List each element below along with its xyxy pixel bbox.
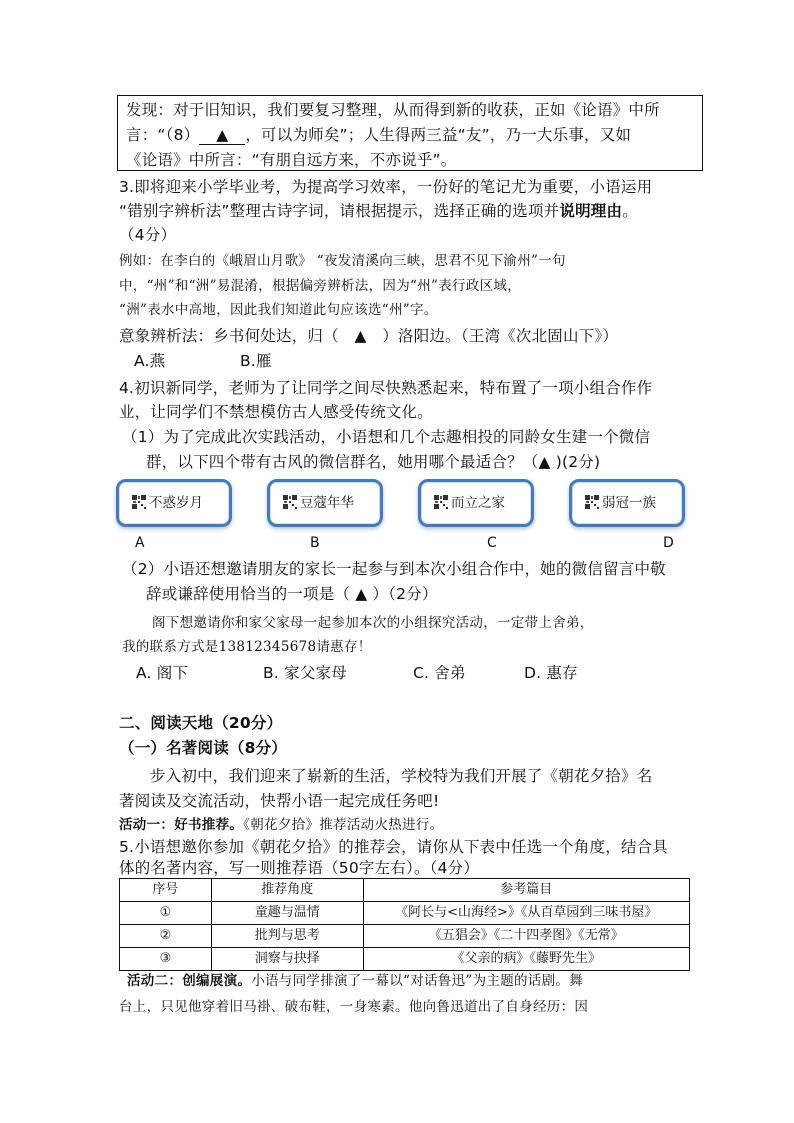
q4-sub2-line-2: 辞或谦辞使用恰当的一项是（ ▲ ）（2分） [146,585,438,603]
q4-option-c[interactable]: C. 舍弟 [413,664,466,682]
box-line-2-end: ，可以为师矣”；人生得两三益“友”，乃一大乐事，又如 [245,126,632,144]
recommendation-table [119,878,690,971]
group-letter-c: C [487,535,497,551]
table-header: 推荐角度 [211,879,363,902]
q3-emphasis: 说明理由 [559,202,623,220]
q4-message-1: 阁下想邀请你和家父家母一起参加本次的小组探究活动，一定带上舍弟， [152,615,594,631]
group-card-c[interactable] [418,479,534,527]
q4-option-b[interactable]: B. 家父家母 [263,664,347,682]
qr-code-icon [132,495,146,509]
group-letter-b: B [310,535,320,551]
table-header: 参考篇目 [363,879,689,902]
qr-code-icon [283,495,297,509]
table-cell: ③ [120,948,212,971]
group-name-d: 弱冠一族 [602,495,656,511]
q4-option-d[interactable]: D. 惠存 [524,664,578,682]
q3-line-2-text: “错别字辨析法”整理古诗字词，请根据提示，选择正确的选项并 [119,202,560,220]
group-letter-d: D [663,535,674,551]
q3-option-b[interactable]: B.雁 [240,352,272,370]
table-cell: 批判与思考 [211,925,363,948]
answer-blank[interactable]: ▲ [199,126,245,145]
box-line-2-start: 言：“（8） [126,126,200,144]
qr-code-icon [585,495,599,509]
table-row [120,925,690,948]
section-2-title: 二、阅读天地（20分） [119,714,283,732]
table-cell: 《五猖会》《二十四孝图》《无常》 [363,925,689,948]
section-2-intro-1: 步入初中，我们迎来了崭新的生活，学校特为我们开展了《朝花夕拾》名 [150,767,653,785]
activity-2 [127,970,583,992]
group-name-c: 而立之家 [451,495,505,511]
table-header-row [120,879,690,902]
q4-line-1: 4.初识新同学，老师为了让同学之间尽快熟悉起来，特布置了一项小组合作作 [119,379,653,397]
q3-example-1: 例如：在李白的《峨眉山月歌》 “夜发清溪向三峡，思君不见下渝州”一句 [119,253,566,269]
q3-score: （4分） [119,226,177,244]
table-row [120,948,690,971]
q5-line-1: 5.小语想邀你参加《朝花夕拾》的推荐会，请你从下表中任选一个角度，结合具 [119,838,668,856]
q4-sub1-line-1: （1）为了完成此次实践活动，小语想和几个志趣相投的同龄女生建一个微信 [122,428,651,446]
activity-2-line-2: 台上，只见他穿着旧马褂、破布鞋，一身寒素。他向鲁迅道出了自身经历：因 [119,999,589,1015]
group-card-d[interactable] [569,479,685,527]
box-line-1: 发现：对于旧知识，我们要复习整理，从而得到新的收获，正如《论语》中所 [126,101,660,119]
q3-example-3: “洲”表水中高地，因此我们知道此句应该选“州”字。 [119,302,438,318]
q4-message-2: 我的联系方式是13812345678请惠存！ [122,639,372,655]
q4-line-2: 业，让同学们不禁想模仿古人感受传统文化。 [119,403,434,421]
group-letter-a: A [135,535,145,551]
table-cell: 《阿长与<山海经>》《从百草园到三味书屋》 [363,902,689,925]
group-name-b: 豆蔻年华 [300,495,354,511]
q4-sub1-line-2: 群，以下四个带有古风的微信群名，她用哪个最适合？（▲ )(2分) [146,453,601,471]
table-cell: 童趣与温情 [211,902,363,925]
group-card-a[interactable] [116,479,232,527]
box-line-2 [126,124,631,146]
table-cell: ① [120,902,212,925]
box-line-3: 《论语》中所言：“有朋自远方来，不亦说乎”。 [126,151,457,169]
activity-2-label: 活动二：创编展演。 [127,973,252,989]
q5-line-2: 体的名著内容，写一则推荐语（50字左右）。（4分） [119,859,480,877]
table-cell: 《父亲的病》《藤野先生》 [363,948,689,971]
section-2-subtitle: （一）名著阅读（8分） [119,739,287,757]
table-cell: ② [120,925,212,948]
group-name-a: 不惑岁月 [149,495,203,511]
q3-question: 意象辨析法：乡书何处达，归（ ▲ ）洛阳边。（王湾《次北固山下》） [119,327,619,345]
qr-code-icon [434,495,448,509]
section-2-intro-2: 著阅读及交流活动，快帮小语一起完成任务吧! [119,792,440,810]
group-card-b[interactable] [267,479,383,527]
q3-line-1: 3.即将迎来小学毕业考，为提高学习效率，一份好的笔记尤为重要，小语运用 [119,178,653,196]
q3-line-2 [119,200,638,222]
q4-sub2-line-1: （2）小语还想邀请朋友的家长一起参与到本次小组合作中，她的微信留言中敬 [122,560,666,578]
table-row [120,902,690,925]
activity-2-text: 小语与同学排演了一幕以“对话鲁迅”为主题的话剧。舞 [251,973,584,989]
activity-1-label: 活动一：好书推荐。 [119,817,244,833]
table-cell: 洞察与抉择 [211,948,363,971]
table-header: 序号 [120,879,212,902]
q3-example-2: 中，“州”和“洲”易混淆，根据偏旁辨析法，因为“州”表行政区域， [119,278,522,294]
activity-1 [119,814,443,836]
q3-line-2-end: 。 [622,202,638,220]
q4-option-a[interactable]: A. 阁下 [136,664,189,682]
activity-1-text: 《朝花夕拾》推荐活动火热进行。 [243,817,444,833]
q3-option-a[interactable]: A.燕 [134,352,166,370]
